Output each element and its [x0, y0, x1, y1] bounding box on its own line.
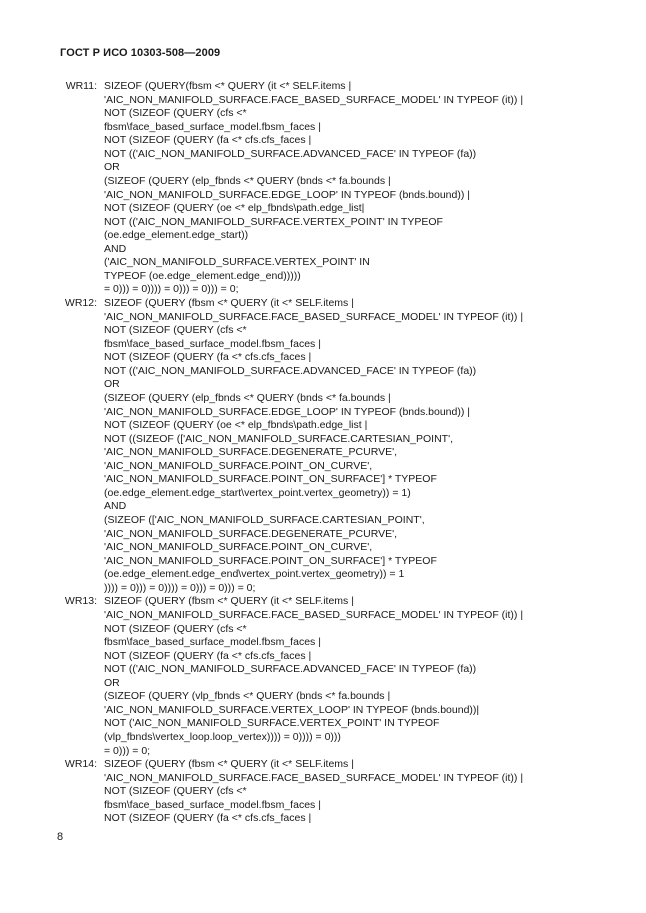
- code-line: [0, 324, 646, 338]
- code-line: [0, 270, 646, 284]
- code-line: [0, 473, 646, 487]
- code-line: [0, 189, 646, 203]
- code-text: OR: [104, 161, 120, 174]
- code-text: NOT (SIZEOF (QUERY (fa <* cfs.cfs_faces |: [104, 351, 312, 364]
- rules-block: [0, 80, 646, 826]
- code-text: 'AIC_NON_MANIFOLD_SURFACE.POINT_ON_SURFACE'] * TYPEOF: [104, 554, 437, 567]
- code-line: [0, 161, 646, 175]
- code-text: fbsm\face_based_surface_model.fbsm_faces |: [104, 636, 321, 649]
- code-line: [0, 283, 646, 297]
- code-line: [0, 717, 646, 731]
- code-text: 'AIC_NON_MANIFOLD_SURFACE.EDGE_LOOP' IN TYPEOF (bnds.bound)) |: [104, 405, 470, 418]
- code-line: [0, 663, 646, 677]
- code-text: AND: [104, 242, 127, 255]
- code-text: 'AIC_NON_MANIFOLD_SURFACE.DEGENERATE_PCURVE',: [104, 527, 398, 540]
- rule-label: WR13:: [64, 595, 97, 608]
- page-number: 8: [57, 831, 64, 843]
- code-line: [0, 216, 646, 230]
- code-line: [0, 758, 646, 772]
- code-line: [0, 229, 646, 243]
- code-text: fbsm\face_based_surface_model.fbsm_faces |: [104, 798, 321, 811]
- code-line: [0, 406, 646, 420]
- code-text: 'AIC_NON_MANIFOLD_SURFACE.EDGE_LOOP' IN TYPEOF (bnds.bound)) |: [104, 188, 470, 201]
- code-line: [0, 80, 646, 94]
- code-text: (SIZEOF (QUERY (elp_fbnds <* QUERY (bnds <* fa.bounds |: [104, 391, 391, 404]
- rule-block: [0, 595, 646, 758]
- rule-label: WR14:: [64, 758, 97, 771]
- code-line: [0, 433, 646, 447]
- code-line: [0, 609, 646, 623]
- code-text: NOT (SIZEOF (QUERY (oe <* elp_fbnds\path.edge_list|: [104, 202, 365, 215]
- code-text: NOT (SIZEOF (QUERY (cfs <*: [104, 324, 247, 337]
- code-text: SIZEOF (QUERY (fbsm <* QUERY (it <* SELF.items |: [104, 758, 354, 771]
- code-text: NOT (('AIC_NON_MANIFOLD_SURFACE.ADVANCED_FACE' IN TYPEOF (fa)): [104, 663, 477, 676]
- code-text: )))) = 0))) = 0)))) = 0))) = 0))) = 0;: [104, 581, 256, 594]
- code-line: [0, 243, 646, 257]
- code-line: [0, 799, 646, 813]
- code-text: (SIZEOF (['AIC_NON_MANIFOLD_SURFACE.CARTESIAN_POINT',: [104, 514, 425, 526]
- code-text: AND: [104, 500, 127, 513]
- code-line: [0, 568, 646, 582]
- code-text: (SIZEOF (QUERY (elp_fbnds <* QUERY (bnds <* fa.bounds |: [104, 174, 391, 187]
- code-line: [0, 650, 646, 664]
- code-text: SIZEOF (QUERY (fbsm <* QUERY (it <* SELF.items |: [104, 297, 354, 309]
- code-line: [0, 636, 646, 650]
- code-line: [0, 500, 646, 514]
- code-line: [0, 623, 646, 637]
- code-text: (oe.edge_element.edge_start)): [104, 229, 249, 242]
- code-text: NOT (('AIC_NON_MANIFOLD_SURFACE.ADVANCED_FACE' IN TYPEOF (fa)): [104, 364, 477, 377]
- code-text: 'AIC_NON_MANIFOLD_SURFACE.POINT_ON_CURVE',: [104, 459, 373, 472]
- code-text: NOT ((SIZEOF (['AIC_NON_MANIFOLD_SURFACE.CARTESIAN_POINT',: [104, 432, 454, 445]
- code-text: (vlp_fbnds\vertex_loop.loop_vertex)))) = 0)))) = 0))): [104, 731, 341, 743]
- code-line: [0, 772, 646, 786]
- code-line: [0, 297, 646, 311]
- code-line: [0, 365, 646, 379]
- code-text: NOT (('AIC_NON_MANIFOLD_SURFACE.ADVANCED_FACE' IN TYPEOF (fa)): [104, 147, 477, 160]
- code-text: (oe.edge_element.edge_end\vertex_point.vertex_geometry)) = 1: [104, 568, 405, 581]
- code-text: OR: [104, 378, 120, 391]
- code-text: OR: [104, 676, 120, 689]
- code-text: 'AIC_NON_MANIFOLD_SURFACE.FACE_BASED_SURFACE_MODEL' IN TYPEOF (it)) |: [104, 608, 524, 621]
- code-line: [0, 202, 646, 216]
- code-line: [0, 378, 646, 392]
- code-text: NOT (SIZEOF (QUERY (fa <* cfs.cfs_faces |: [104, 812, 312, 825]
- code-text: NOT (SIZEOF (QUERY (fa <* cfs.cfs_faces |: [104, 649, 312, 662]
- code-line: [0, 690, 646, 704]
- rule-block: [0, 80, 646, 297]
- code-line: [0, 311, 646, 325]
- code-text: 'AIC_NON_MANIFOLD_SURFACE.FACE_BASED_SURFACE_MODEL' IN TYPEOF (it)) |: [104, 310, 524, 323]
- code-line: [0, 460, 646, 474]
- code-line: [0, 745, 646, 759]
- code-text: 'AIC_NON_MANIFOLD_SURFACE.VERTEX_LOOP' IN TYPEOF (bnds.bound))|: [104, 703, 480, 716]
- code-line: [0, 446, 646, 460]
- code-text: TYPEOF (oe.edge_element.edge_end))))): [104, 269, 301, 282]
- code-text: 'AIC_NON_MANIFOLD_SURFACE.FACE_BASED_SURFACE_MODEL' IN TYPEOF (it)) |: [104, 771, 524, 784]
- rule-block: [0, 758, 646, 826]
- code-text: 'AIC_NON_MANIFOLD_SURFACE.DEGENERATE_PCURVE',: [104, 446, 398, 459]
- rule-label: WR12:: [64, 297, 97, 309]
- code-line: [0, 175, 646, 189]
- code-text: (oe.edge_element.edge_start\vertex_point.vertex_geometry)) = 1): [104, 486, 411, 499]
- code-line: [0, 94, 646, 108]
- code-text: NOT (SIZEOF (QUERY (cfs <*: [104, 622, 247, 635]
- code-text: = 0))) = 0;: [104, 744, 151, 757]
- code-text: = 0))) = 0)))) = 0))) = 0))) = 0;: [104, 283, 239, 296]
- code-line: [0, 704, 646, 718]
- code-line: [0, 785, 646, 799]
- code-line: [0, 392, 646, 406]
- code-line: [0, 148, 646, 162]
- rule-block: [0, 297, 646, 595]
- code-line: [0, 107, 646, 121]
- code-line: [0, 555, 646, 569]
- code-text: ('AIC_NON_MANIFOLD_SURFACE.VERTEX_POINT' IN: [104, 256, 370, 269]
- code-text: NOT ('AIC_NON_MANIFOLD_SURFACE.VERTEX_POINT' IN TYPEOF: [104, 717, 440, 730]
- code-text: NOT (SIZEOF (QUERY (cfs <*: [104, 107, 247, 120]
- code-line: [0, 256, 646, 270]
- code-line: [0, 812, 646, 826]
- code-text: 'AIC_NON_MANIFOLD_SURFACE.POINT_ON_SURFACE'] * TYPEOF: [104, 473, 437, 486]
- code-line: [0, 351, 646, 365]
- code-text: NOT (SIZEOF (QUERY (cfs <*: [104, 785, 247, 798]
- code-text: (SIZEOF (QUERY (vlp_fbnds <* QUERY (bnds <* fa.bounds |: [104, 690, 391, 703]
- code-text: SIZEOF (QUERY(fbsm <* QUERY (it <* SELF.items |: [104, 80, 352, 92]
- code-line: [0, 582, 646, 596]
- code-line: [0, 514, 646, 528]
- code-text: NOT (SIZEOF (QUERY (oe <* elp_fbnds\path.edge_list |: [104, 419, 368, 432]
- code-line: [0, 541, 646, 555]
- code-line: [0, 419, 646, 433]
- code-line: [0, 677, 646, 691]
- code-text: SIZEOF (QUERY (fbsm <* QUERY (it <* SELF.items |: [104, 595, 354, 608]
- code-line: [0, 134, 646, 148]
- code-line: [0, 595, 646, 609]
- code-line: [0, 487, 646, 501]
- code-text: 'AIC_NON_MANIFOLD_SURFACE.POINT_ON_CURVE',: [104, 541, 373, 554]
- code-text: NOT (('AIC_NON_MANIFOLD_SURFACE.VERTEX_POINT' IN TYPEOF: [104, 215, 443, 228]
- rule-label: WR11:: [65, 80, 97, 92]
- code-text: fbsm\face_based_surface_model.fbsm_faces |: [104, 337, 321, 350]
- document-header: ГОСТ Р ИСО 10303-508—2009: [60, 47, 221, 59]
- code-text: 'AIC_NON_MANIFOLD_SURFACE.FACE_BASED_SURFACE_MODEL' IN TYPEOF (it)) |: [104, 93, 524, 106]
- code-text: fbsm\face_based_surface_model.fbsm_faces |: [104, 120, 321, 133]
- code-line: [0, 731, 646, 745]
- code-text: NOT (SIZEOF (QUERY (fa <* cfs.cfs_faces |: [104, 134, 312, 147]
- code-line: [0, 528, 646, 542]
- code-line: [0, 338, 646, 352]
- code-line: [0, 121, 646, 135]
